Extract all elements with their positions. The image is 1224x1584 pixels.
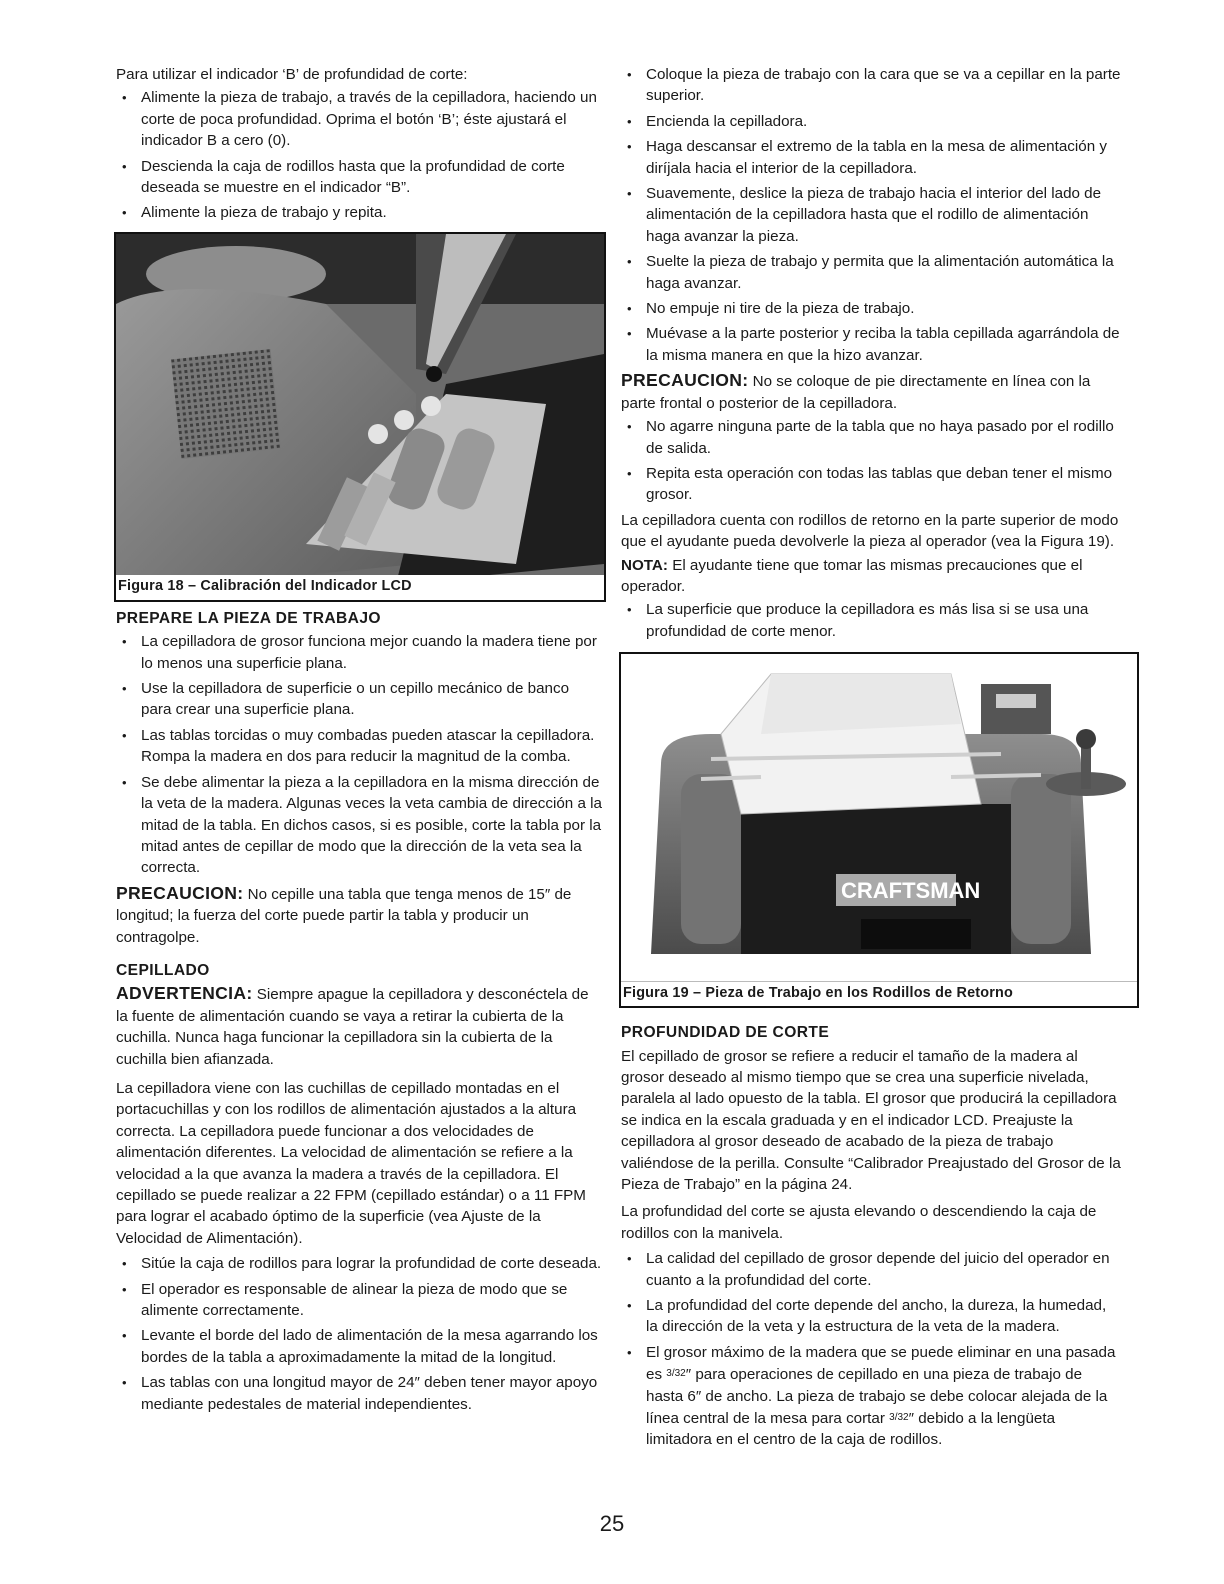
max-depth-text-a: El grosor máximo de la madera que se puede eliminar en una pasada es bbox=[646, 1343, 1116, 1384]
figure-18-photo bbox=[116, 234, 604, 600]
figure-19-photo bbox=[621, 654, 1137, 1006]
max-depth-text-c: ″ debido a la lengüeta limitadora en el centro de la caja de rodillos. bbox=[646, 1410, 1056, 1449]
cepillado-bullet-list bbox=[116, 1253, 602, 1415]
intro-text: Para utilizar el indicador ‘B’ de profundidad de corte: bbox=[116, 66, 468, 83]
list-item: • Haga descansar el extremo de la tabla en la mesa de alimentación y diríjala hacia el interior de la cepilladora. bbox=[621, 136, 1121, 179]
caution-paragraph bbox=[116, 883, 602, 948]
list-item: • No agarre ninguna parte de la tabla que no haya pasado por el rodillo de salida. bbox=[621, 416, 1121, 459]
feeding-bullet-list bbox=[621, 64, 1121, 366]
note-paragraph bbox=[621, 555, 1121, 598]
list-item: • La profundidad del corte depende del ancho, la dureza, la humedad, la dirección de la veta y la estructura de la veta de la madera. bbox=[621, 1295, 1121, 1338]
depth-bullet-list bbox=[621, 1248, 1121, 1451]
list-item: • Coloque la pieza de trabajo con la cara que se va a cepillar en la parte superior. bbox=[621, 64, 1121, 107]
prepare-heading: PREPARE LA PIEZA DE TRABAJO bbox=[116, 609, 381, 627]
list-item: • La calidad del cepillado de grosor depende del juicio del operador en cuanto a la profundidad del corte. bbox=[621, 1248, 1121, 1291]
figure-18-caption: Figura 18 – Calibración del Indicador LCD bbox=[116, 575, 604, 599]
left-column bbox=[116, 64, 602, 1419]
cepillado-heading: CEPILLADO bbox=[116, 961, 210, 979]
list-item: • Use la cepilladora de superficie o un cepillo mecánico de banco para crear una superficie plana. bbox=[116, 678, 602, 721]
list-item: • Suelte la pieza de trabajo y permita que la alimentación automática la haga avanzar. bbox=[621, 251, 1121, 294]
prepare-bullet-list bbox=[116, 631, 602, 878]
page-number: 25 bbox=[599, 1511, 625, 1536]
list-item: • No empuje ni tire de la pieza de trabajo. bbox=[621, 298, 1121, 319]
note-label: NOTA: bbox=[621, 556, 668, 574]
list-item: • Repita esta operación con todas las tablas que deban tener el mismo grosor. bbox=[621, 463, 1121, 506]
list-item: • Se debe alimentar la pieza a la cepilladora en la misma dirección de la veta de la madera. Algunas veces la veta cambia de dirección a la mitad de la tabla. En dichos casos, si es posible, corte la tabla por la mitad antes de cepillar de modo que la dirección de la veta sea la correcta. bbox=[116, 772, 602, 879]
figure-18 bbox=[114, 232, 606, 602]
return-rollers-paragraph: La cepilladora cuenta con rodillos de retorno en la parte superior de modo que el ayudante pueda devolverle la pieza al operador (vea la Figura 19). bbox=[621, 511, 1119, 551]
note-bullet-list bbox=[621, 599, 1121, 642]
note-text: El ayudante tiene que tomar las mismas precauciones que el operador. bbox=[621, 556, 1083, 595]
figure-19-brand: CRAFTSMAN bbox=[841, 878, 981, 904]
fraction-three-thirtyseconds: 3/32 bbox=[666, 1368, 686, 1380]
caution-bullet-list bbox=[621, 416, 1121, 506]
cepillado-paragraph: La cepilladora viene con las cuchillas de cepillado montadas en el portacuchillas y con los rodillos de alimentación ajustados a la altura correcta. La cepilladora puede funcionar a dos velocidades de alimentación diferentes. La velocidad de alimentación se refiere a la velocidad a la que avanza la madera a través de la cepilladora. El cepillado se puede realizar a 22 FPM (cepillado estándar) o a 11 FPM para lograr el acabado óptimo de la superficie (vea Ajuste de la Velocidad de Alimentación). bbox=[116, 1079, 586, 1247]
list-item: • Encienda la cepilladora. bbox=[621, 111, 1121, 132]
list-item: • Sitúe la caja de rodillos para lograr la profundidad de corte deseada. bbox=[116, 1253, 602, 1274]
list-item: • Descienda la caja de rodillos hasta que la profundidad de corte deseada se muestre en el indicador “B”. bbox=[116, 156, 602, 199]
caution-label: PRECAUCION: bbox=[621, 370, 749, 391]
figure-19-caption: Figura 19 – Pieza de Trabajo en los Rodillos de Retorno bbox=[621, 981, 1137, 1006]
list-item: • Levante el borde del lado de alimentación de la mesa agarrando los bordes de la tabla a aproximadamente la mitad de la longitud. bbox=[116, 1325, 602, 1368]
warning-label: ADVERTENCIA: bbox=[116, 983, 253, 1004]
warning-paragraph bbox=[116, 983, 602, 1070]
intro-bullet-list bbox=[116, 87, 602, 223]
list-item: • El operador es responsable de alinear la pieza de modo que se alimente correctamente. bbox=[116, 1279, 602, 1322]
caution-text: No cepille una tabla que tenga menos de 15″ de longitud; la fuerza del corte puede partir la tabla y producir un contragolpe. bbox=[116, 885, 572, 946]
warning-text: Siempre apague la cepilladora y desconéctela de la fuente de alimentación cuando se vaya a retirar la cubierta de la cuchilla. Nunca haga funcionar la cepilladora sin la cubierta de la cuchilla bien afianzada. bbox=[116, 986, 589, 1068]
caution-paragraph bbox=[621, 370, 1121, 414]
max-depth-text-b: ″ para operaciones de cepillado en una pieza de trabajo de hasta 6″ de ancho. La pieza de trabajo se debe colocar alejada de la línea central de la mesa para cortar bbox=[646, 1366, 1108, 1428]
depth-heading: PROFUNDIDAD DE CORTE bbox=[621, 1024, 830, 1042]
list-item: • Las tablas con una longitud mayor de 24″ deben tener mayor apoyo mediante pedestales de material independientes. bbox=[116, 1372, 602, 1415]
list-item: • Alimente la pieza de trabajo y repita. bbox=[116, 202, 602, 223]
list-item: • Muévase a la parte posterior y reciba la tabla cepillada agarrándola de la misma manera en que la hizo avanzar. bbox=[621, 323, 1121, 366]
list-item: • Las tablas torcidas o muy combadas pueden atascar la cepilladora. Rompa la madera en dos para reducir la magnitud de la comba. bbox=[116, 725, 602, 768]
list-item: • Suavemente, deslice la pieza de trabajo hacia el interior del lado de alimentación de la cepilladora hasta que el rodillo de alimentación haga avanzar la pieza. bbox=[621, 183, 1121, 247]
figure-19 bbox=[619, 652, 1139, 1008]
depth-adjust-paragraph: La profundidad del corte se ajusta elevando o descendiendo la caja de rodillos con la manivela. bbox=[621, 1203, 1097, 1242]
list-item: • La superficie que produce la cepilladora es más lisa si se usa una profundidad de corte menor. bbox=[621, 599, 1121, 642]
fraction-three-thirtyseconds: 3/32 bbox=[889, 1412, 909, 1424]
caution-text: No se coloque de pie directamente en línea con la parte frontal o posterior de la cepilladora. bbox=[621, 373, 1091, 412]
depth-paragraph: El cepillado de grosor se refiere a reducir el tamaño de la madera al grosor deseado al mismo tiempo que se crea una superficie nivelada, paralela al lado opuesto de la tabla. El grosor que producirá la cepilladora se indica en la escala graduada y en el indicador LCD. Preajuste la cepilladora al grosor deseado de acabado de la pieza de trabajo valiéndose de la perilla. Consulte “Calibrador Preajustado del Grosor de la Pieza de Trabajo” en la página 24. bbox=[621, 1047, 1121, 1193]
right-column bbox=[621, 64, 1121, 1455]
list-item: • La cepilladora de grosor funciona mejor cuando la madera tiene por lo menos una superficie plana. bbox=[116, 631, 602, 674]
caution-label: PRECAUCION: bbox=[116, 882, 244, 903]
list-item: • Alimente la pieza de trabajo, a través de la cepilladora, haciendo un corte de poca profundidad. Oprima el botón ‘B’; éste ajustará el indicador B a cero (0). bbox=[116, 87, 602, 151]
list-item bbox=[621, 1342, 1121, 1451]
